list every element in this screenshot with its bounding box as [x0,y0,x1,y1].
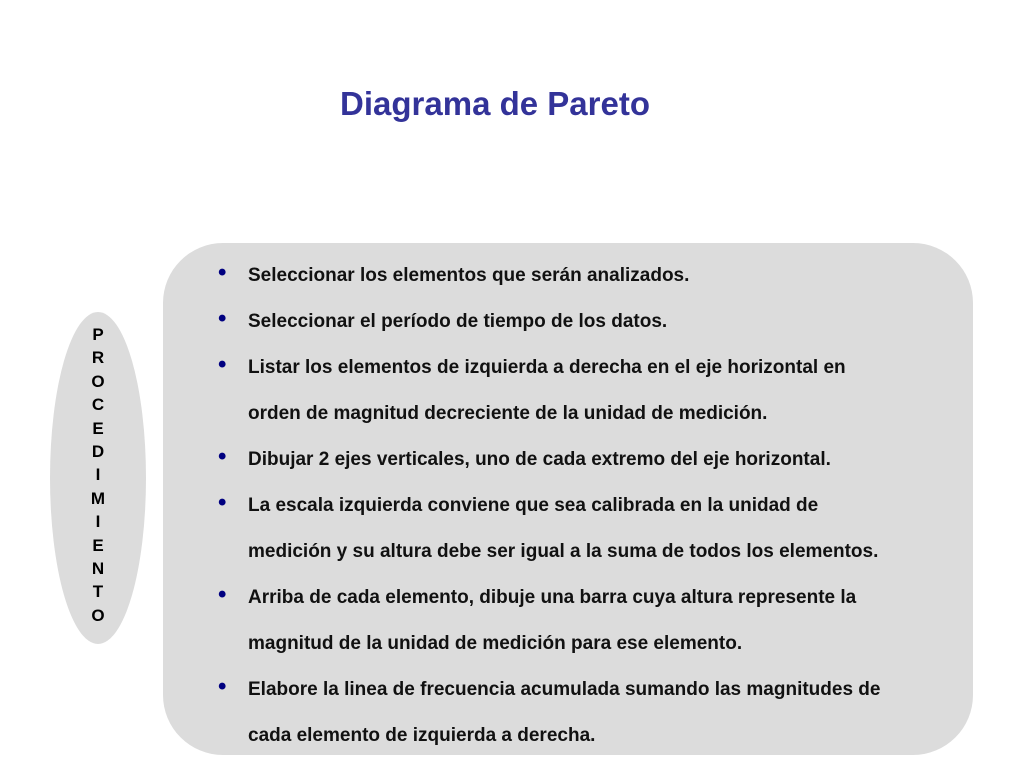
procedure-label-letter: M [90,488,106,508]
procedure-label-letter: T [92,582,104,602]
procedure-label-letter: O [91,371,105,391]
procedure-step [213,437,973,483]
procedure-label-letter: E [92,418,104,438]
step-text: Arriba de cada elemento, dibuje una barra cuya altura represente la [248,587,857,608]
step-text: Listar los elementos de izquierda a derecha en el eje horizontal en [248,357,846,378]
step-text: Seleccionar los elementos que serán analizados. [248,265,690,286]
procedure-vertical-label [50,323,146,627]
bullet-icon: • [218,489,227,516]
procedure-label-letter: I [95,465,101,485]
procedure-label-letter: P [92,325,104,344]
step-text: Elabore la linea de frecuencia acumulada sumando las magnitudes de [248,679,881,700]
procedure-step [213,299,973,345]
slide-title: Diagrama de Pareto [340,85,650,122]
bullet-icon: • [218,305,227,332]
procedure-label-letter: I [95,512,101,532]
bullet-icon: • [218,443,227,470]
step-text: Dibujar 2 ejes verticales, uno de cada extremo del eje horizontal. [248,449,831,470]
bullet-icon: • [218,351,227,378]
procedure-label-letter: R [91,348,105,368]
procedure-step [213,575,973,667]
procedure-step [213,345,973,437]
step-text-continued: orden de magnitud decreciente de la unidad de medición. [248,403,768,424]
step-text: La escala izquierda conviene que sea calibrada en la unidad de [248,495,819,516]
step-text-continued: cada elemento de izquierda a derecha. [248,725,596,746]
bullet-icon: • [218,673,227,700]
step-text-continued: medición y su altura debe ser igual a la suma de todos los elementos. [248,541,879,562]
procedure-label-letter: C [91,395,105,415]
procedure-label-letter: O [91,605,105,625]
procedure-label-letter: D [91,441,105,461]
bullet-icon: • [218,581,227,608]
bullet-icon: • [218,259,227,286]
step-text-continued: magnitud de la unidad de medición para ese elemento. [248,633,743,654]
procedure-label-letter: N [91,558,105,578]
procedure-step [213,667,973,759]
procedure-step [213,483,973,575]
procedure-step [213,253,973,299]
step-text: Seleccionar el período de tiempo de los datos. [248,311,668,332]
procedure-steps-list [213,253,973,759]
procedure-label-letter: E [92,535,104,555]
